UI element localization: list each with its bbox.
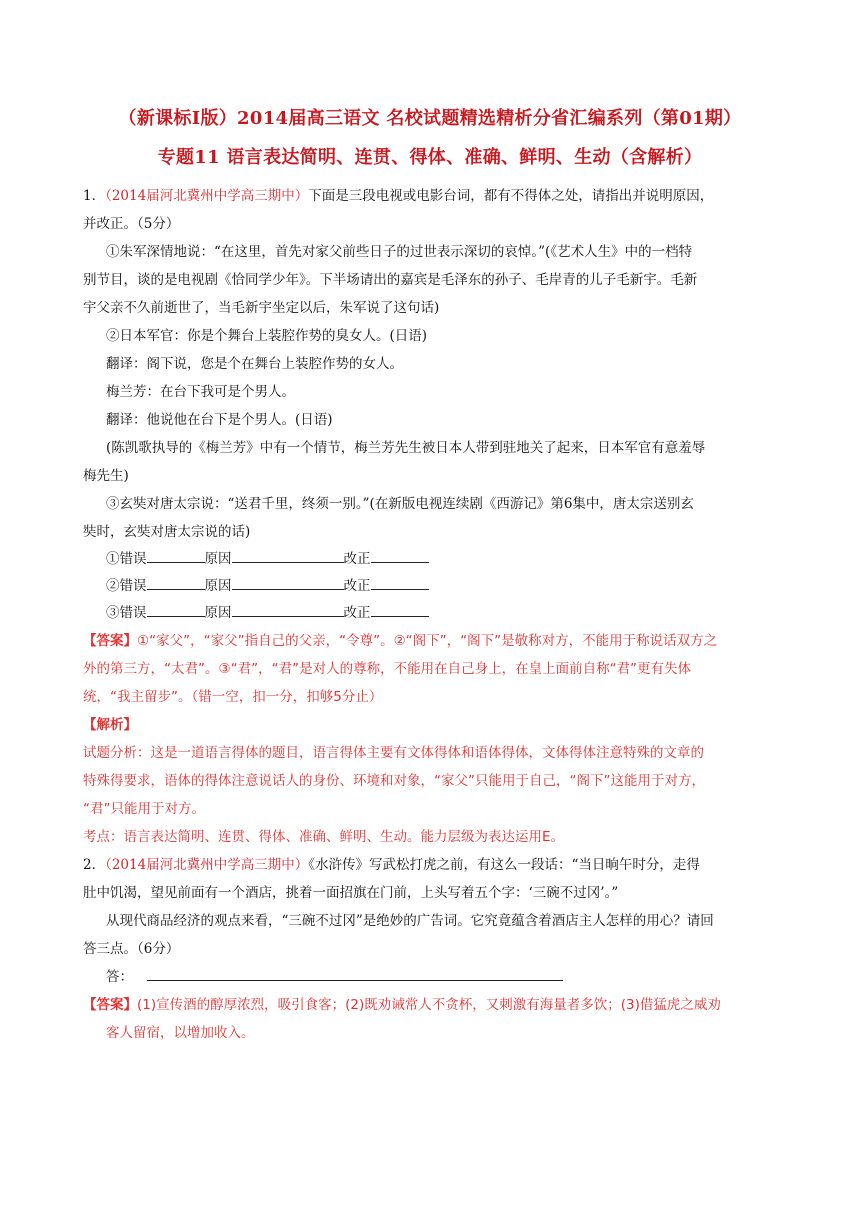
reason-blank[interactable] [232,548,344,563]
topic-subtitle: 专题11 语言表达简明、连贯、得体、准确、鲜明、生动（含解析） [157,147,703,168]
document-title: （新课标Ⅰ版）2014届高三语文 名校试题精选精析分省汇编系列（第01期） [118,108,742,129]
answer-line: 外的第三方，“太君”。③“君”，“君”是对人的尊称，不能用在自己身上，在皇上面前自称“君”更有失体 [83,661,692,677]
error-blank[interactable] [147,548,205,563]
passage-line: ②日本军官：你是个舞台上装腔作势的臭女人。(日语) [106,328,428,344]
fix-blank[interactable] [371,575,429,590]
error-label: 错误 [119,551,147,567]
question-source: （2014届河北冀州中学高三期中） [105,188,309,204]
analysis-tag-label: 【解析】 [83,717,137,733]
passage-line: 宇父亲不久前逝世了，当毛新宇坐定以后，朱军说了这句话) [83,300,440,316]
analysis-line: “君”只能用于对方。 [83,801,205,817]
document-body [83,182,783,1047]
row-number: ③ [106,605,120,621]
passage-line: (陈凯歌执导的《梅兰芳》中有一个情节，梅兰芳先生被日本人带到驻地关了起来，日本军官有意羞辱 [106,440,706,456]
question-text-line: 并改正。（5分） [83,216,180,232]
passage-line: 梅先生) [83,468,129,484]
question-text-line: 从现代商品经济的观点来看，“三碗不过冈”是绝妙的广告词。它究竟蕴含着酒店主人怎样的用心？请回 [106,913,714,929]
answer-tag: 【答案】 [83,633,137,649]
answer-line: 客人留宿，以增加收入。 [106,1025,255,1041]
fix-label: 改正 [343,605,371,621]
reason-blank[interactable] [232,602,344,617]
answer-input-row [83,963,783,991]
passage-line: 翻译：他说他在台下是个男人。(日语) [106,412,333,428]
question-text-line: 答三点。（6分） [83,941,180,957]
passage-line: 梅兰芳：在台下我可是个男人。 [106,384,295,400]
error-blank[interactable] [147,575,205,590]
row-number: ① [106,551,120,567]
passage-line: 别节目，谈的是电视剧《恰同学少年》。下半场请出的嘉宾是毛泽东的孙子、毛岸青的儿子毛新宇。毛新 [83,272,698,288]
answer-line [83,627,783,655]
reason-blank[interactable] [232,575,344,590]
answer-label: 答： [106,969,133,985]
answer-blank[interactable] [147,968,563,981]
fix-blank[interactable] [371,548,429,563]
answer-line: 统，“我主留步”。（错一空，扣一分，扣够5分止） [83,689,383,705]
question-number: 2． [83,857,106,873]
passage-line: 翻译：阁下说，您是个在舞台上装腔作势的女人。 [106,356,403,372]
question-text: 《水浒传》写武松打虎之前，有这么一段话：“当日晌午时分，走得 [308,857,700,873]
fill-blank-row [83,600,783,627]
passage-line: ③玄奘对唐太宗说：“送君千里，终须一别。”(在新版电视连续剧《西游记》第6集中，唐太宗送别玄 [106,496,694,512]
fill-blank-row [83,573,783,600]
reason-label: 原因 [204,605,232,621]
row-number: ② [106,578,120,594]
fix-blank[interactable] [371,602,429,617]
analysis-line: 特殊得要求，语体的得体注意说话人的身份、环境和对象，“家父”只能用于自己，“阁下”这能用于对方， [83,773,705,789]
error-label: 错误 [119,578,147,594]
fill-blank-row [83,546,783,573]
fix-label: 改正 [343,551,371,567]
reason-label: 原因 [204,551,232,567]
question-1-stem [83,182,783,210]
answer-tag: 【答案】 [83,997,137,1013]
question-text: 下面是三段电视或电影台词，都有不得体之处，请指出并说明原因， [308,188,714,204]
answer-text: (1)宣传酒的醇厚浓烈，吸引食客；(2)既劝诫常人不贪杯，又刺激有海量者多饮；(3)借猛虎之威劝 [137,997,721,1013]
reason-label: 原因 [204,578,232,594]
analysis-tag [83,711,783,739]
passage-line: 奘时，玄奘对唐太宗说的话) [83,524,251,540]
answer-line [83,991,783,1019]
kaodian-line: 考点：语言表达简明、连贯、得体、准确、鲜明、生动。能力层级为表达运用E。 [83,829,565,845]
answer-text: ①“家父”，“家父”指自己的父亲，“令尊”。②“阁下”，“阁下”是敬称对方，不能用于称说话双方之 [137,633,718,649]
question-text-line: 肚中饥渴，望见前面有一个酒店，挑着一面招旗在门前，上头写着五个字：‘三碗不过冈’。” [83,885,619,901]
analysis-line: 试题分析：这是一道语言得体的题目，语言得体主要有文体得体和语体得体，文体得体注意特殊的文章的 [83,745,704,761]
passage-line: ①朱军深情地说：“在这里，首先对家父前些日子的过世表示深切的哀悼。”(《艺术人生》中的一档特 [106,244,693,260]
question-source: （2014届河北冀州中学高三期中） [105,857,309,873]
error-blank[interactable] [147,602,205,617]
question-number: 1． [83,188,106,204]
question-2-stem [83,851,783,879]
fix-label: 改正 [343,578,371,594]
error-label: 错误 [119,605,147,621]
